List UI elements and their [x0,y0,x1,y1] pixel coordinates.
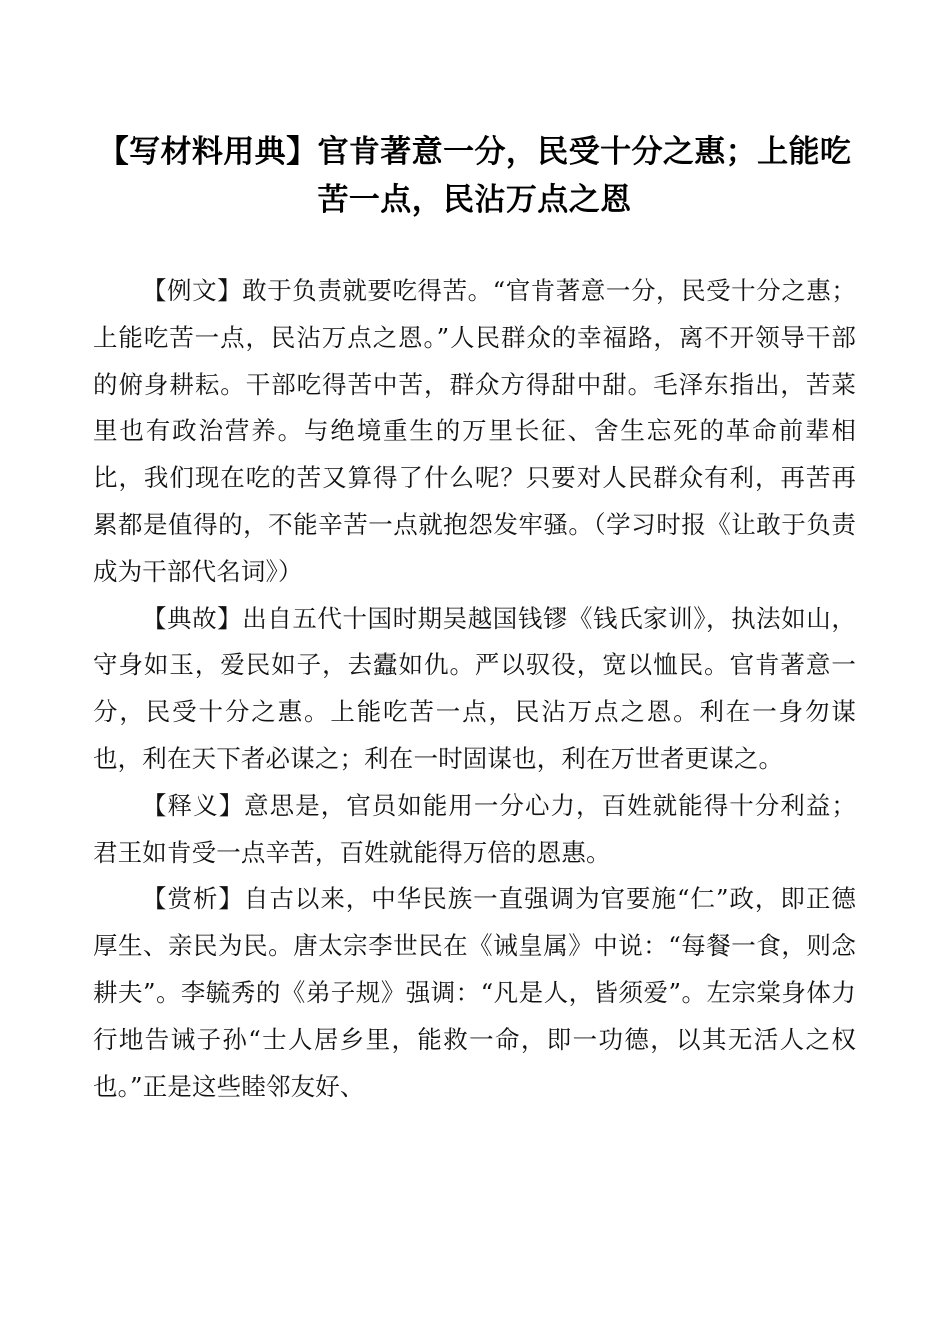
paragraph-shiyi: 【释义】意思是，官员如能用一分心力，百姓就能得十分利益；君王如肯受一点辛苦，百姓就能得万倍的恩惠。 [93,790,856,867]
paragraph-liwen: 【例文】敢于负责就要吃得苦。“官肯著意一分，民受十分之惠；上能吃苦一点，民沾万点之恩。”人民群众的幸福路，离不开领导干部的俯身耕耘。干部吃得苦中苦，群众方得甜中甜。毛泽东指出，苦菜里也有政治营养。与绝境重生的万里长征、舍生忘死的革命前辈相比，我们现在吃的苦又算得了什么呢？只要对人民群众有利，再苦再累都是值得的，不能辛苦一点就抱怨发牢骚。（学习时报《让敢于负责成为干部代名词》） [93,276,856,586]
paragraph-diangu: 【典故】出自五代十国时期吴越国钱镠《钱氏家训》，执法如山，守身如玉，爱民如子，去蠹如仇。严以驭役，宽以恤民。官肯著意一分，民受十分之惠。上能吃苦一点，民沾万点之恩。利在一身勿谋也，利在天下者必谋之；利在一时固谋也，利在万世者更谋之。 [93,603,856,773]
document-content-column [93,0,856,1110]
page-title: 【写材料用典】官肯著意一分，民受十分之惠；上能吃苦一点，民沾万点之恩 [97,134,852,217]
paragraph-shangxi: 【赏析】自古以来，中华民族一直强调为官要施“仁”政，即正德厚生、亲民为民。唐太宗李世民在《诫皇属》中说：“每餐一食，则念耕夫”。李毓秀的《弟子规》强调：“凡是人，皆须爱”。左宗棠身体力行地告诫子孙“士人居乡里，能救一命，即一功德，以其无活人之权也。”正是这些睦邻友好、 [93,884,856,1101]
document-body [93,268,856,1110]
